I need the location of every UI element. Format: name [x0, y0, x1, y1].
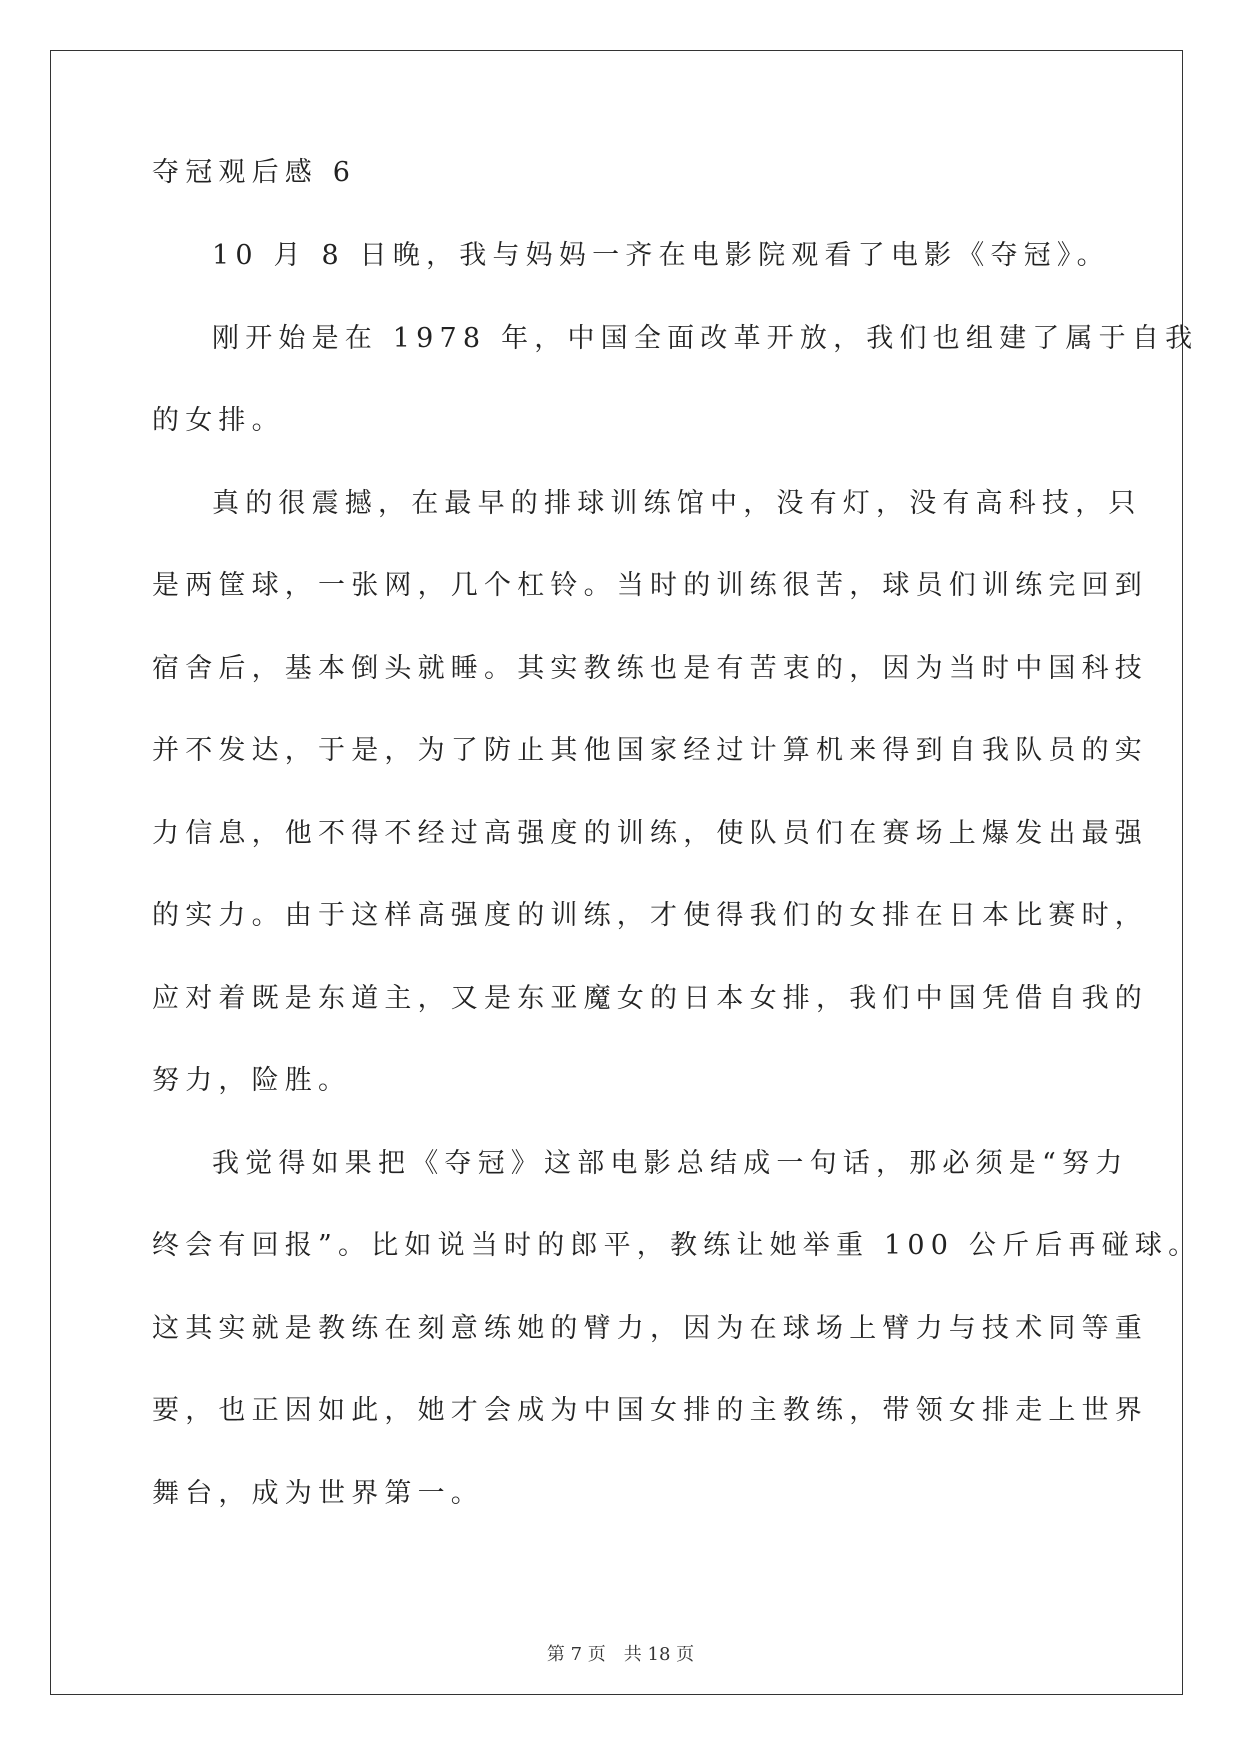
paragraph-line: 刚开始是在 1978 年，中国全面改革开放，我们也组建了属于自我	[212, 323, 1199, 354]
page-total: 共 18 页	[623, 1644, 695, 1665]
paragraph-line: 应对着既是东道主，又是东亚魔女的日本女排，我们中国凭借自我的	[152, 983, 1148, 1014]
page-number: 第 7 页	[546, 1644, 606, 1665]
paragraph-line: 的女排。	[152, 405, 285, 436]
paragraph-line: 舞台，成为世界第一。	[152, 1478, 484, 1509]
paragraph-line: 终会有回报”。比如说当时的郎平，教练让她举重 100 公斤后再碰球。	[152, 1230, 1202, 1261]
page-border	[50, 50, 1183, 1695]
paragraph-line: 真的很震撼，在最早的排球训练馆中，没有灯，没有高科技，只	[212, 488, 1142, 519]
paragraph-line: 10 月 8 日晚，我与妈妈一齐在电影院观看了电影《夺冠》。	[212, 240, 1110, 271]
paragraph-line: 是两筐球，一张网，几个杠铃。当时的训练很苦，球员们训练完回到	[152, 570, 1148, 601]
paragraph-line: 宿舍后，基本倒头就睡。其实教练也是有苦衷的，因为当时中国科技	[152, 653, 1148, 684]
paragraph-line: 要，也正因如此，她才会成为中国女排的主教练，带领女排走上世界	[152, 1395, 1148, 1426]
page-footer	[0, 1640, 1241, 1666]
paragraph-line: 努力，险胜。	[152, 1065, 352, 1096]
document-title: 夺冠观后感 6	[152, 157, 357, 188]
paragraph-line: 的实力。由于这样高强度的训练，才使得我们的女排在日本比赛时，	[152, 900, 1148, 931]
paragraph-line: 力信息，他不得不经过高强度的训练，使队员们在赛场上爆发出最强	[152, 818, 1148, 849]
paragraph-line: 并不发达，于是，为了防止其他国家经过计算机来得到自我队员的实	[152, 735, 1148, 766]
paragraph-line: 我觉得如果把《夺冠》这部电影总结成一句话，那必须是“努力	[212, 1148, 1129, 1179]
paragraph-line: 这其实就是教练在刻意练她的臂力，因为在球场上臂力与技术同等重	[152, 1313, 1148, 1344]
